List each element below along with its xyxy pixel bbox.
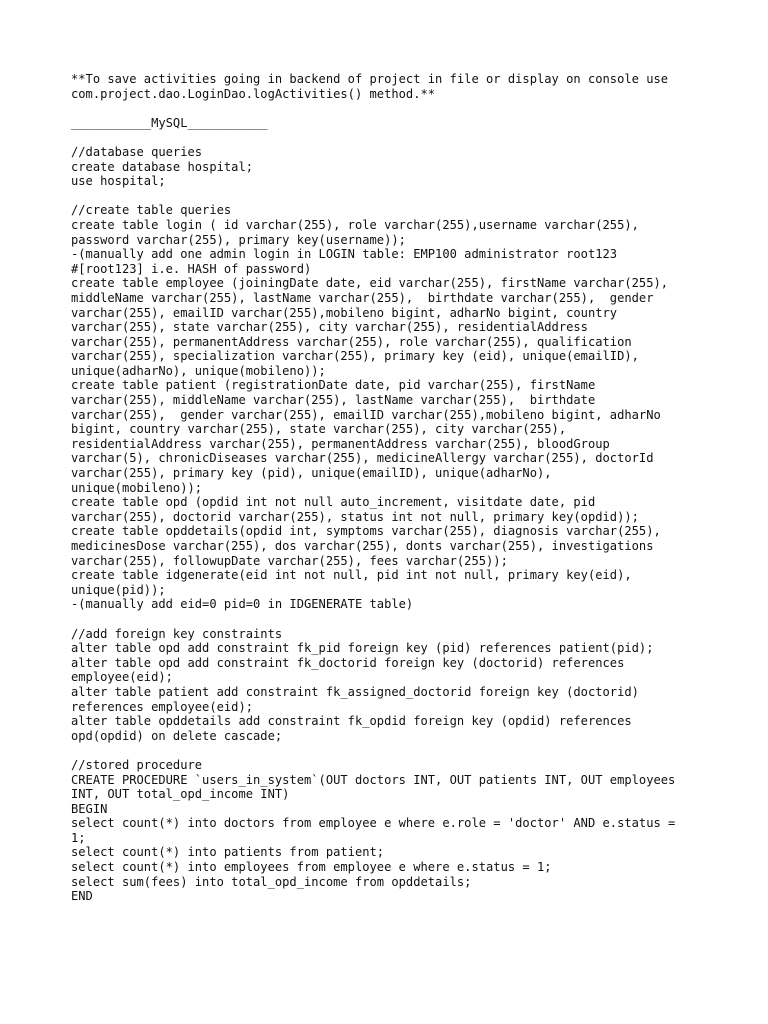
blank-line <box>71 612 711 627</box>
text-line: **To save activities going in backend of project in file or display on console use <box>71 72 669 86</box>
text-line: middleName varchar(255), lastName varchar(255), birthdate varchar(255), gender <box>71 290 654 305</box>
text-line: -(manually add one admin login in LOGIN table: EMP100 administrator root123 <box>71 247 618 262</box>
text-line: create table patient (registrationDate date, pid varchar(255), firstName <box>71 378 596 393</box>
text-line: varchar(255), emailID varchar(255),mobileno bigint, adharNo bigint, country <box>71 305 618 320</box>
text-line: unique(pid)); <box>71 582 166 597</box>
text-line: unique(mobileno)); <box>71 480 203 495</box>
text-line: medicinesDose varchar(255), dos varchar(255), donts varchar(255), investigations <box>71 539 654 553</box>
text-line: //database queries <box>71 144 203 159</box>
text-line: -(manually add eid=0 pid=0 in IDGENERATE table) <box>71 597 414 612</box>
text-line: select sum(fees) into total_opd_income from opddetails; <box>71 874 472 889</box>
text-line: varchar(255), middleName varchar(255), lastName varchar(255), birthdate <box>71 393 596 408</box>
text-line: alter table opd add constraint fk_pid foreign key (pid) references patient(pid); <box>71 641 654 656</box>
text-line: varchar(255), state varchar(255), city varchar(255), residentialAddress <box>71 320 588 335</box>
text-line: varchar(5), chronicDiseases varchar(255), medicineAllergy varchar(255), doctorId <box>71 451 654 466</box>
text-line: create table idgenerate(eid int not null, pid int not null, primary key(eid), <box>71 568 632 583</box>
text-line: alter table opddetails add constraint fk_opdid foreign key (opdid) references <box>71 714 632 729</box>
text-line: ___________MySQL___________ <box>71 115 268 130</box>
text-line: INT, OUT total_opd_income INT) <box>71 787 290 802</box>
text-line: END <box>71 889 93 904</box>
text-line: create table login ( id varchar(255), role varchar(255),username varchar(255), <box>71 217 639 232</box>
text-line: alter table opd add constraint fk_doctorid foreign key (doctorid) references <box>71 655 625 670</box>
text-line: varchar(255), gender varchar(255), emailID varchar(255),mobileno bigint, adharNo <box>71 407 661 422</box>
text-line: residentialAddress varchar(255), permanentAddress varchar(255), bloodGroup <box>71 436 610 451</box>
document-text <box>71 72 711 904</box>
text-line: //create table queries <box>71 203 232 218</box>
text-line: create database hospital; <box>71 159 254 174</box>
text-line: create table employee (joiningDate date, eid varchar(255), firstName varchar(255), <box>71 276 669 291</box>
text-line: select count(*) into employees from employee e where e.status = 1; <box>71 860 552 875</box>
text-line: #[root123] i.e. HASH of password) <box>71 261 312 276</box>
text-line: com.project.dao.LoginDao.logActivities() method.** <box>71 86 436 101</box>
text-line: varchar(255), permanentAddress varchar(255), role varchar(255), qualification <box>71 334 632 349</box>
text-line: select count(*) into doctors from employee e where e.role = 'doctor' AND e.status = <box>71 816 676 831</box>
text-line: 1; <box>71 830 86 845</box>
text-line: create table opddetails(opdid int, symptoms varchar(255), diagnosis varchar(255), <box>71 524 661 539</box>
text-line: varchar(255), doctorid varchar(255), status int not null, primary key(opdid)); <box>71 509 639 524</box>
text-line: password varchar(255), primary key(username)); <box>71 232 406 247</box>
blank-line <box>71 189 711 204</box>
text-line: opd(opdid) on delete cascade; <box>71 728 283 743</box>
text-line: //add foreign key constraints <box>71 626 283 641</box>
text-line: BEGIN <box>71 801 108 816</box>
blank-line <box>71 101 711 116</box>
text-line: employee(eid); <box>71 670 173 685</box>
blank-line <box>71 743 711 758</box>
text-line: unique(adharNo), unique(mobileno)); <box>71 363 326 378</box>
text-line: select count(*) into patients from patient; <box>71 845 385 860</box>
text-line: varchar(255), followupDate varchar(255), fees varchar(255)); <box>71 553 508 568</box>
text-line: //stored procedure <box>71 757 203 772</box>
text-line: alter table patient add constraint fk_assigned_doctorid foreign key (doctorid) <box>71 684 639 699</box>
text-line: references employee(eid); <box>71 699 254 714</box>
text-line: use hospital; <box>71 174 166 189</box>
text-line: create table opd (opdid int not null auto_increment, visitdate date, pid <box>71 495 596 510</box>
blank-line <box>71 130 711 145</box>
text-line: bigint, country varchar(255), state varchar(255), city varchar(255), <box>71 422 567 437</box>
text-line: varchar(255), specialization varchar(255), primary key (eid), unique(emailID), <box>71 349 639 364</box>
text-line: CREATE PROCEDURE `users_in_system`(OUT doctors INT, OUT patients INT, OUT employees <box>71 772 676 787</box>
text-line: varchar(255), primary key (pid), unique(emailID), unique(adharNo), <box>71 466 552 481</box>
